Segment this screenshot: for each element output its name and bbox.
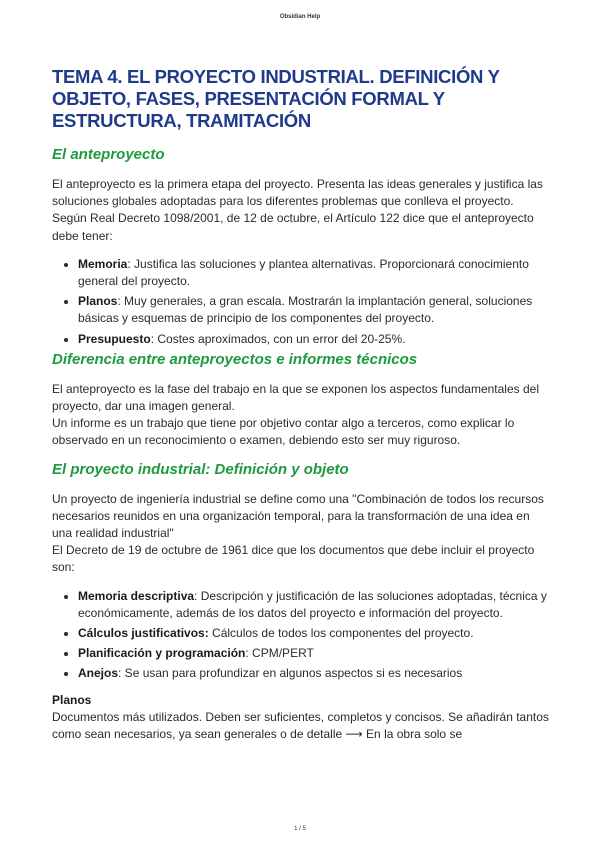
list-item-term: Cálculos justificativos: [78, 626, 209, 641]
page-number: 1 / 5 [294, 826, 306, 832]
list-item [78, 256, 552, 290]
paragraph: Un informe es un trabajo que tiene por objetivo contar algo a terceros, como explicar lo observado en un reconocimiento o examen, debiendo esto ser muy riguroso. [52, 416, 515, 448]
list-item [78, 625, 552, 642]
paragraph: El anteproyecto es la primera etapa del proyecto. Presenta las ideas generales y justifica las soluciones globales adoptadas para los diferentes problemas que conlleva el proyecto. [52, 177, 543, 209]
paragraph: El Decreto de 19 de octubre de 1961 dice que los documentos que debe incluir el proyecto son: [52, 543, 535, 575]
list-item [78, 588, 552, 622]
list-item-text: : Muy generales, a gran escala. Mostrarán la implantación general, soluciones básicas y esquemas de principio de los componentes del proyecto. [78, 294, 533, 326]
list-item [78, 331, 552, 348]
list-item-text: : Justifica las soluciones y plantea alternativas. Proporcionará conocimiento general del proyecto. [78, 256, 529, 289]
list [52, 256, 552, 348]
document-body [52, 66, 552, 743]
list-item-text: : Descripción y justificación de las soluciones adoptadas, técnica y económicamente, además de los datos del proyecto e información del proyecto. [78, 588, 547, 620]
list-item-term: Planos [78, 294, 118, 309]
list-item-text: Cálculos de todos los componentes del proyecto. [208, 626, 474, 641]
list-item-term: Planificación y programación [78, 646, 246, 661]
section-heading-anteproyecto: El anteproyecto [52, 146, 165, 163]
paragraph: Documentos más utilizados. Deben ser suficientes, completos y concisos. Se añadirán tantos como sean necesarios, ya sean generales o de detalle ⟶ En la obra solo se [52, 709, 549, 741]
list-item-text: : Se usan para profundizar en algunos aspectos si es necesarios [118, 666, 463, 681]
paragraph: El anteproyecto es la fase del trabajo en la que se exponen los aspectos fundamentales del proyecto, dar una imagen general. [52, 381, 539, 414]
paragraph: Un proyecto de ingeniería industrial se define como una "Combinación de todos los recursos necesarios reunidos en una organización temporal, para la transformación de una idea en una realidad industrial" [52, 491, 544, 541]
list-item [78, 665, 552, 682]
list-item-text: : CPM/PERT [245, 646, 314, 661]
list-item-term: Anejos [78, 666, 119, 681]
list-item-term: Memoria descriptiva [78, 588, 195, 603]
page-header: Obsidian Help [279, 14, 321, 20]
list-item-text: : Costes aproximados, con un error del 20-25%. [150, 331, 406, 346]
list-item-term: Presupuesto [78, 331, 151, 346]
list-item [78, 645, 552, 662]
paragraph: Según Real Decreto 1098/2001, de 12 de octubre, el Artículo 122 dice que el anteproyecto debe tener: [52, 211, 534, 243]
list-item [78, 293, 552, 327]
section-heading-diferencia: Diferencia entre anteproyectos e informes técnicos [52, 350, 418, 368]
subheading-planos: Planos [52, 692, 92, 707]
main-title: TEMA 4. EL PROYECTO INDUSTRIAL. DEFINICIÓN Y OBJETO, FASES, PRESENTACIÓN FORMAL Y ESTRUCTURA, TRAMITACIÓN [52, 66, 500, 131]
list [52, 588, 552, 683]
section-heading-proyecto-industrial: El proyecto industrial: Definición y objeto [52, 460, 349, 478]
list-item-term: Memoria [78, 256, 128, 271]
